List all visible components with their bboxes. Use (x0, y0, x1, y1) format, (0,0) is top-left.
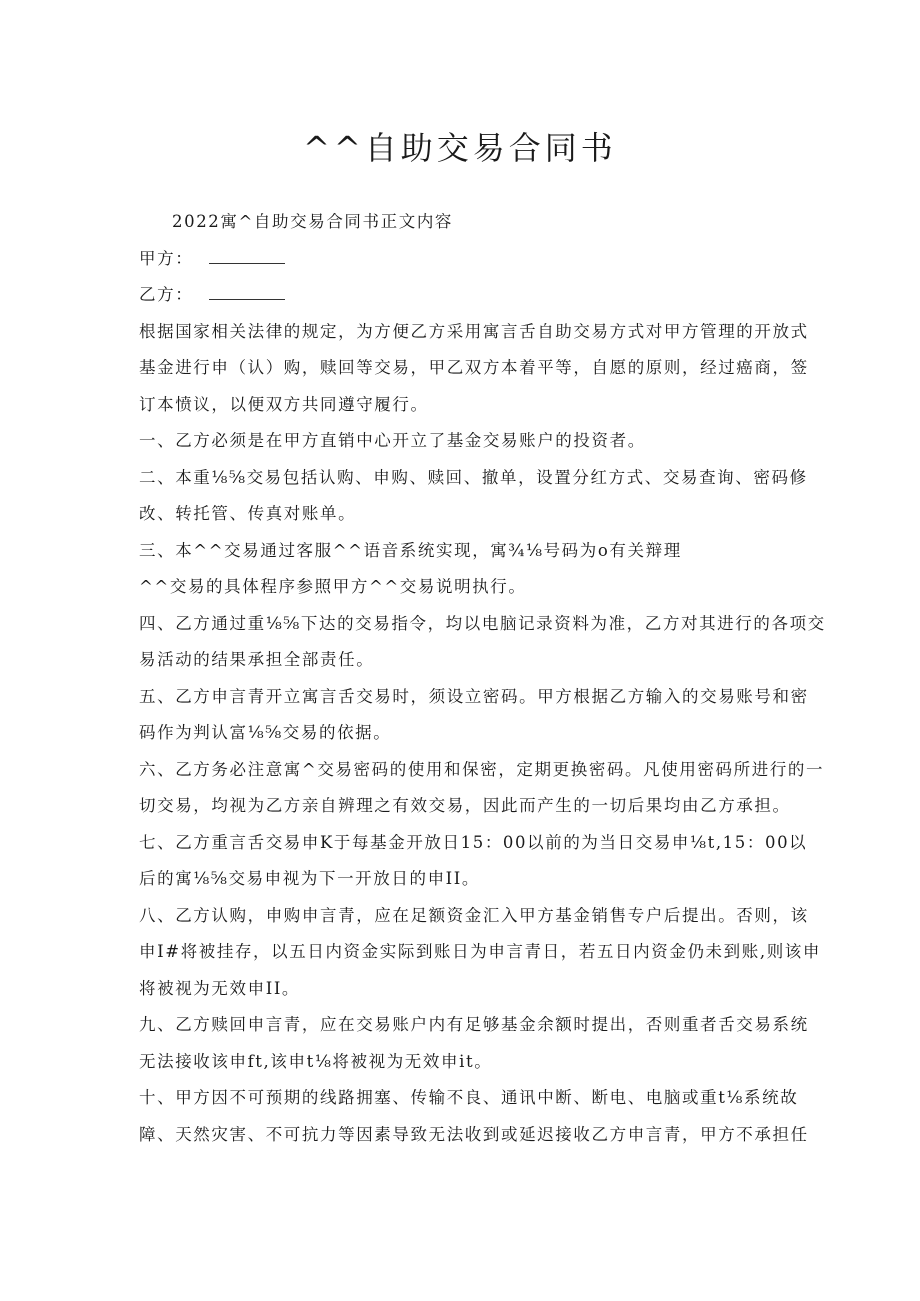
body-line: 一、乙方必须是在甲方直销中心开立了基金交易账户的投资者。 (139, 431, 646, 450)
document-title: ^^自助交易合同书 (303, 129, 617, 167)
body-line: 无法接收该申ft,该申t⅛将被视为无效申it。 (139, 1051, 493, 1071)
body-line: 九、乙方赎回申言青，应在交易账户内有足够基金余额时提出，否则重者舌交易系统 (139, 1015, 809, 1034)
body-line: 三、本^^交易通过客服^^语音系统实现，寓¾⅛号码为o有关辩理 (139, 540, 682, 560)
body-line: 将被视为无效申II。 (139, 978, 301, 998)
body-line: 基金进行申（认）购，赎回等交易，甲乙双方本着平等，自愿的原则，经过癌商，签 (139, 358, 809, 377)
body-line: 七、乙方重言舌交易申K于每基金开放日15：00以前的为当日交易申⅛t,15：00以 (139, 832, 808, 852)
party-b-row (139, 277, 789, 314)
body-line: 四、乙方通过重⅛⅝下达的交易指令，均以电脑记录资料为准，乙方对其进行的各项交 (139, 613, 826, 633)
body-line: 根据国家相关法律的规定，为方便乙方采用寓言舌自助交易方式对甲方管理的开放式 (139, 321, 809, 341)
body-line: 切交易，均视为乙方亲自辨理之有效交易，因此而产生的一切后果均由乙方承担。 (139, 796, 791, 815)
body-line: 二、本重⅛⅝交易包括认购、申购、赎回、撤单，设置分红方式、交易查询、密码修 (139, 467, 808, 487)
body-line: 申I#将被挂存，以五日内资金实际到账日为申言青日，若五日内资金仍未到账,则该申 (139, 942, 821, 961)
body-line: 改、转托管、传真对账单。 (139, 504, 357, 523)
body-line: 六、乙方务必注意寓^交易密码的使用和保密，定期更换密码。凡使用密码所进行的一 (139, 759, 825, 779)
body-line: 订本愤议，以便双方共同遵守履行。 (139, 394, 429, 414)
body-line: 码作为判认富⅛⅝交易的依据。 (139, 723, 392, 742)
body-line: 五、乙方申言青开立寓言舌交易时，须设立密码。甲方根据乙方输入的交易账号和密 (139, 686, 809, 706)
document-body (139, 204, 826, 1153)
party-b-label: 乙方： (139, 285, 194, 304)
document-subtitle: 2022寓^自助交易合同书正文内容 (172, 212, 454, 231)
party-a-blank (209, 245, 285, 264)
body-line: ^^交易的具体程序参照甲方^^交易说明执行。 (139, 577, 527, 596)
party-b-blank (209, 281, 285, 300)
body-line: 后的寓⅛⅝交易申视为下一开放日的申II。 (139, 869, 481, 888)
body-line: 易活动的结果承担全部责任。 (139, 650, 375, 669)
party-a-row (139, 241, 789, 278)
body-line: 八、乙方认购，申购申言青，应在足额资金汇入甲方基金销售专户后提出。否则，该 (139, 905, 809, 925)
body-line: 障、天然灾害、不可抗力等因素导致无法收到或延迟接收乙方申言青，甲方不承担任 (139, 1124, 809, 1144)
party-a-label: 甲方： (139, 248, 194, 268)
body-line: 十、甲方因不可预期的线路拥塞、传输不良、通讯中断、断电、电脑或重t⅛系统故 (139, 1088, 799, 1107)
